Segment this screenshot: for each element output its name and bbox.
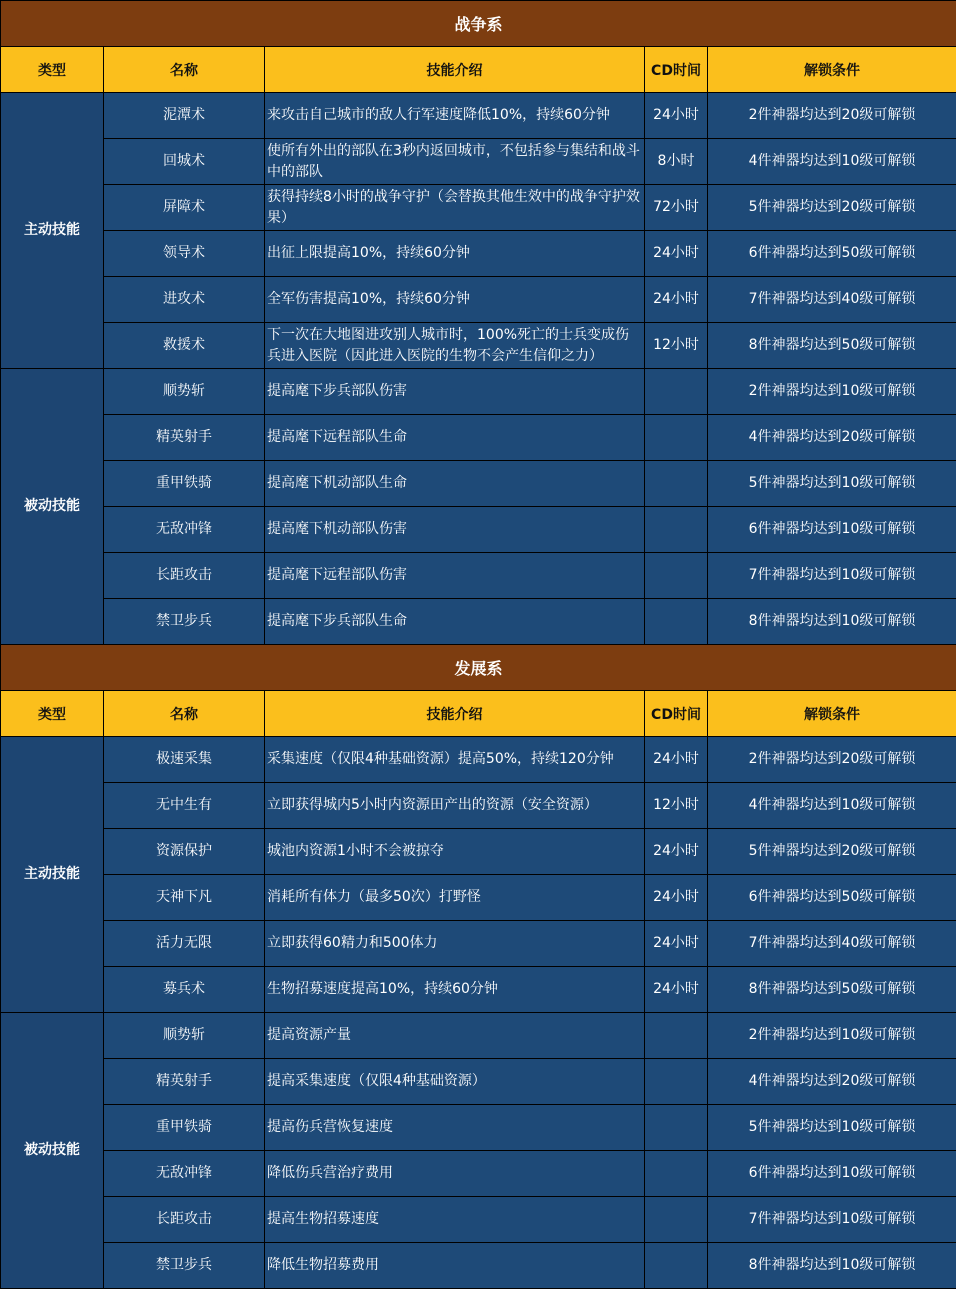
- skill-unlock-cell: 8件神器均达到10级可解锁: [708, 1243, 956, 1289]
- skill-desc-cell: 出征上限提高10%，持续60分钟: [265, 231, 645, 277]
- skill-name-cell: 无敌冲锋: [104, 1151, 265, 1197]
- header-desc: 技能介绍: [265, 691, 645, 737]
- skill-desc-cell: 城池内资源1小时不会被掠夺: [265, 829, 645, 875]
- skill-unlock-cell: 8件神器均达到10级可解锁: [708, 599, 956, 645]
- skill-name-cell: 活力无限: [104, 921, 265, 967]
- skill-desc-cell: 降低伤兵营治疗费用: [265, 1151, 645, 1197]
- skill-cd-cell: 24小时: [645, 875, 708, 921]
- skill-cd-cell: 12小时: [645, 323, 708, 369]
- skill-name-cell: 重甲铁骑: [104, 1105, 265, 1151]
- skill-desc-cell: 下一次在大地图进攻别人城市时，100%死亡的士兵变成伤兵进入医院（因此进入医院的生物不会产生信仰之力）: [265, 323, 645, 369]
- table-row: [1, 599, 956, 645]
- skill-cd-cell: 24小时: [645, 737, 708, 783]
- table-row: [1, 1151, 956, 1197]
- table-row: [1, 783, 956, 829]
- skill-desc-cell: 提高生物招募速度: [265, 1197, 645, 1243]
- table-row: [1, 737, 956, 783]
- table-row: [1, 1059, 956, 1105]
- skill-name-cell: 领导术: [104, 231, 265, 277]
- skill-unlock-cell: 5件神器均达到20级可解锁: [708, 185, 956, 231]
- skill-unlock-cell: 4件神器均达到20级可解锁: [708, 1059, 956, 1105]
- skill-cd-cell: [645, 1243, 708, 1289]
- table-row: [1, 277, 956, 323]
- skill-unlock-cell: 4件神器均达到10级可解锁: [708, 783, 956, 829]
- section-table: [0, 644, 956, 1289]
- skill-cd-cell: [645, 553, 708, 599]
- header-unlock: 解锁条件: [708, 691, 956, 737]
- skill-unlock-cell: 7件神器均达到10级可解锁: [708, 1197, 956, 1243]
- skill-unlock-cell: 5件神器均达到10级可解锁: [708, 1105, 956, 1151]
- skill-type-cell: 被动技能: [1, 1013, 104, 1289]
- skill-cd-cell: [645, 369, 708, 415]
- skill-name-cell: 救援术: [104, 323, 265, 369]
- skill-name-cell: 顺势斩: [104, 1013, 265, 1059]
- header-name: 名称: [104, 691, 265, 737]
- section-title: 发展系: [1, 645, 956, 691]
- table-row: [1, 1197, 956, 1243]
- skill-cd-cell: [645, 461, 708, 507]
- skill-unlock-cell: 2件神器均达到20级可解锁: [708, 737, 956, 783]
- skill-desc-cell: 来攻击自己城市的敌人行军速度降低10%，持续60分钟: [265, 93, 645, 139]
- table-row: [1, 553, 956, 599]
- skill-name-cell: 长距攻击: [104, 1197, 265, 1243]
- skill-name-cell: 资源保护: [104, 829, 265, 875]
- table-row: [1, 921, 956, 967]
- skill-unlock-cell: 4件神器均达到10级可解锁: [708, 139, 956, 185]
- skill-desc-cell: 全军伤害提高10%，持续60分钟: [265, 277, 645, 323]
- skill-name-cell: 天神下凡: [104, 875, 265, 921]
- skill-name-cell: 回城术: [104, 139, 265, 185]
- skill-desc-cell: 立即获得60精力和500体力: [265, 921, 645, 967]
- header-type: 类型: [1, 691, 104, 737]
- skill-unlock-cell: 7件神器均达到40级可解锁: [708, 921, 956, 967]
- skill-desc-cell: 提高伤兵营恢复速度: [265, 1105, 645, 1151]
- skill-cd-cell: 24小时: [645, 967, 708, 1013]
- skill-name-cell: 禁卫步兵: [104, 599, 265, 645]
- table-row: [1, 1243, 956, 1289]
- skill-unlock-cell: 2件神器均达到10级可解锁: [708, 369, 956, 415]
- skill-name-cell: 禁卫步兵: [104, 1243, 265, 1289]
- skill-desc-cell: 立即获得城内5小时内资源田产出的资源（安全资源）: [265, 783, 645, 829]
- skill-desc-cell: 生物招募速度提高10%，持续60分钟: [265, 967, 645, 1013]
- skill-cd-cell: 24小时: [645, 93, 708, 139]
- skill-desc-cell: 提高麾下远程部队生命: [265, 415, 645, 461]
- skill-type-cell: 主动技能: [1, 93, 104, 369]
- skill-unlock-cell: 5件神器均达到20级可解锁: [708, 829, 956, 875]
- skill-type-cell: 主动技能: [1, 737, 104, 1013]
- table-row: [1, 231, 956, 277]
- table-row: [1, 323, 956, 369]
- table-row: [1, 829, 956, 875]
- table-row: [1, 875, 956, 921]
- skill-desc-cell: 降低生物招募费用: [265, 1243, 645, 1289]
- skill-desc-cell: 提高麾下步兵部队伤害: [265, 369, 645, 415]
- skill-unlock-cell: 6件神器均达到10级可解锁: [708, 507, 956, 553]
- skill-desc-cell: 获得持续8小时的战争守护（会替换其他生效中的战争守护效果）: [265, 185, 645, 231]
- skill-unlock-cell: 6件神器均达到50级可解锁: [708, 875, 956, 921]
- skill-cd-cell: [645, 415, 708, 461]
- skill-name-cell: 泥潭术: [104, 93, 265, 139]
- skill-name-cell: 重甲铁骑: [104, 461, 265, 507]
- skill-unlock-cell: 8件神器均达到50级可解锁: [708, 323, 956, 369]
- skill-name-cell: 屏障术: [104, 185, 265, 231]
- skill-cd-cell: 72小时: [645, 185, 708, 231]
- skill-cd-cell: [645, 1059, 708, 1105]
- table-row: [1, 415, 956, 461]
- skill-cd-cell: 12小时: [645, 783, 708, 829]
- skill-cd-cell: 8小时: [645, 139, 708, 185]
- header-name: 名称: [104, 47, 265, 93]
- table-row: [1, 507, 956, 553]
- table-row: [1, 967, 956, 1013]
- skill-unlock-cell: 2件神器均达到10级可解锁: [708, 1013, 956, 1059]
- skill-unlock-cell: 2件神器均达到20级可解锁: [708, 93, 956, 139]
- header-cd: CD时间: [645, 691, 708, 737]
- table-row: [1, 185, 956, 231]
- table-row: [1, 93, 956, 139]
- table-row: [1, 369, 956, 415]
- skill-desc-cell: 提高麾下远程部队伤害: [265, 553, 645, 599]
- skill-unlock-cell: 8件神器均达到50级可解锁: [708, 967, 956, 1013]
- table-row: [1, 1013, 956, 1059]
- skill-cd-cell: [645, 599, 708, 645]
- skill-desc-cell: 提高资源产量: [265, 1013, 645, 1059]
- skill-name-cell: 长距攻击: [104, 553, 265, 599]
- table-row: [1, 461, 956, 507]
- skill-desc-cell: 提高麾下步兵部队生命: [265, 599, 645, 645]
- skill-unlock-cell: 4件神器均达到20级可解锁: [708, 415, 956, 461]
- header-unlock: 解锁条件: [708, 47, 956, 93]
- skill-cd-cell: 24小时: [645, 277, 708, 323]
- skill-desc-cell: 提高麾下机动部队伤害: [265, 507, 645, 553]
- skill-cd-cell: 24小时: [645, 921, 708, 967]
- skill-type-cell: 被动技能: [1, 369, 104, 645]
- section-title: 战争系: [1, 1, 956, 47]
- table-row: [1, 139, 956, 185]
- skill-desc-cell: 提高麾下机动部队生命: [265, 461, 645, 507]
- skill-unlock-cell: 6件神器均达到10级可解锁: [708, 1151, 956, 1197]
- skill-cd-cell: 24小时: [645, 231, 708, 277]
- skill-cd-cell: [645, 1105, 708, 1151]
- header-cd: CD时间: [645, 47, 708, 93]
- skill-name-cell: 无中生有: [104, 783, 265, 829]
- skill-name-cell: 顺势斩: [104, 369, 265, 415]
- table-row: [1, 1105, 956, 1151]
- header-type: 类型: [1, 47, 104, 93]
- skill-desc-cell: 使所有外出的部队在3秒内返回城市，不包括参与集结和战斗中的部队: [265, 139, 645, 185]
- skill-desc-cell: 采集速度（仅限4种基础资源）提高50%，持续120分钟: [265, 737, 645, 783]
- skill-name-cell: 极速采集: [104, 737, 265, 783]
- skill-cd-cell: 24小时: [645, 829, 708, 875]
- skill-cd-cell: [645, 1151, 708, 1197]
- skill-unlock-cell: 5件神器均达到10级可解锁: [708, 461, 956, 507]
- header-desc: 技能介绍: [265, 47, 645, 93]
- skill-name-cell: 进攻术: [104, 277, 265, 323]
- skill-unlock-cell: 7件神器均达到10级可解锁: [708, 553, 956, 599]
- skill-desc-cell: 消耗所有体力（最多50次）打野怪: [265, 875, 645, 921]
- skill-unlock-cell: 6件神器均达到50级可解锁: [708, 231, 956, 277]
- skill-name-cell: 无敌冲锋: [104, 507, 265, 553]
- skill-cd-cell: [645, 507, 708, 553]
- skill-unlock-cell: 7件神器均达到40级可解锁: [708, 277, 956, 323]
- skill-name-cell: 精英射手: [104, 415, 265, 461]
- skill-cd-cell: [645, 1013, 708, 1059]
- skill-desc-cell: 提高采集速度（仅限4种基础资源）: [265, 1059, 645, 1105]
- skill-cd-cell: [645, 1197, 708, 1243]
- skill-name-cell: 精英射手: [104, 1059, 265, 1105]
- skill-name-cell: 募兵术: [104, 967, 265, 1013]
